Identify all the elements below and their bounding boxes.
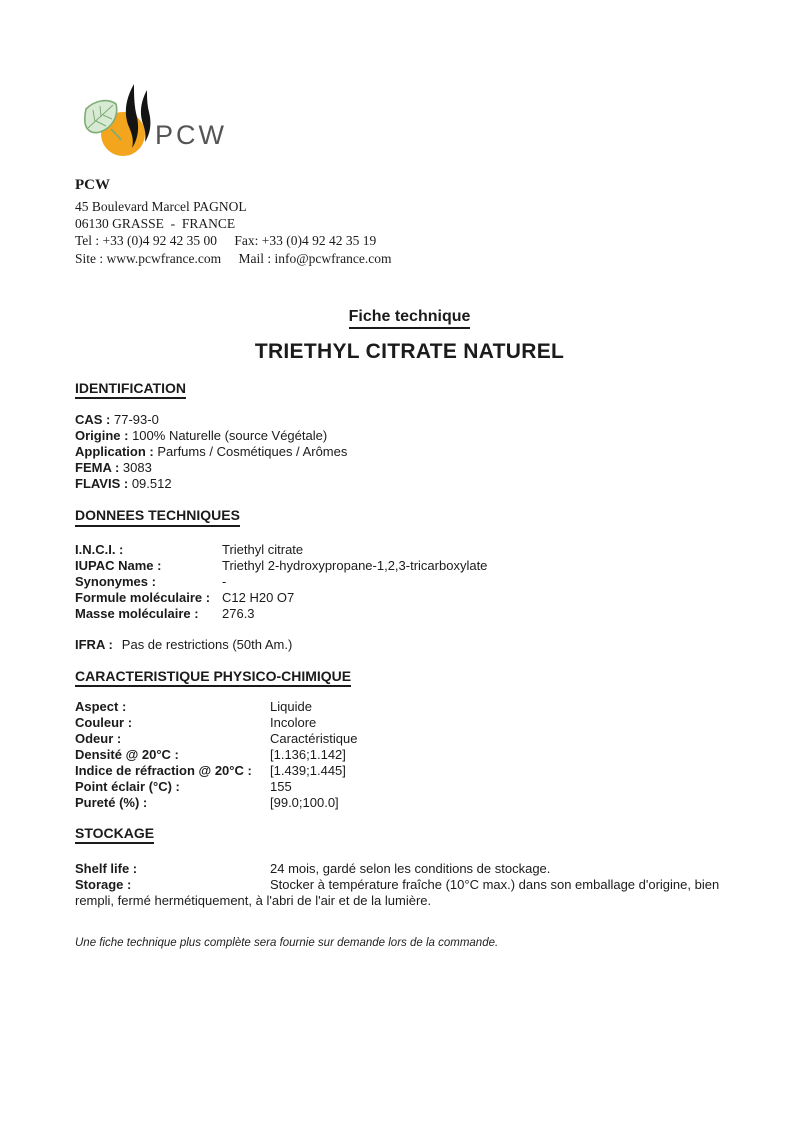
field-value: - xyxy=(222,573,227,589)
field-value: 09.512 xyxy=(131,476,172,492)
field-value: Parfums / Cosmétiques / Arômes xyxy=(157,444,348,460)
field-value: [1.439;1.445] xyxy=(270,762,346,778)
section-heading-text: CARACTERISTIQUE PHYSICO-CHIMIQUE xyxy=(75,668,351,687)
field-row xyxy=(75,715,744,731)
field-row xyxy=(75,558,744,574)
section-physico-chimique xyxy=(75,668,744,811)
field-value: Caractéristique xyxy=(270,730,358,746)
field-row xyxy=(75,542,744,558)
field-row xyxy=(75,428,744,444)
field-row xyxy=(75,779,744,795)
section-heading-text: STOCKAGE xyxy=(75,825,154,844)
section-heading xyxy=(75,668,744,687)
field-value: 24 mois, gardé selon les conditions de stockage. xyxy=(270,860,551,876)
field-label: Shelf life : xyxy=(75,860,138,876)
field-label: Densité @ 20°C : xyxy=(75,746,179,762)
mail-text: Mail : info@pcwfrance.com xyxy=(238,250,392,266)
field-label: Indice de réfraction @ 20°C : xyxy=(75,762,252,778)
section-stockage xyxy=(75,825,744,909)
letterhead xyxy=(75,0,744,267)
field-value: Pas de restrictions (50th Am.) xyxy=(121,636,293,652)
address-line-2: 06130 GRASSE - FRANCE xyxy=(75,215,236,231)
field-row xyxy=(75,747,744,763)
section-heading xyxy=(75,825,744,844)
field-label: FEMA : xyxy=(75,460,120,476)
field-label: Point éclair (°C) : xyxy=(75,778,180,794)
field-row xyxy=(75,590,744,606)
field-row xyxy=(75,763,744,779)
web-line xyxy=(75,251,744,268)
field-label: I.N.C.I. : xyxy=(75,541,124,557)
field-label: Formule moléculaire : xyxy=(75,589,211,605)
field-row xyxy=(75,476,744,492)
field-row xyxy=(75,699,744,715)
pcw-logo xyxy=(75,82,744,177)
logo-brand-text: PCW xyxy=(155,120,225,150)
field-value: 155 xyxy=(270,778,292,794)
field-row xyxy=(75,877,744,909)
section-heading xyxy=(75,507,744,526)
field-label: Aspect : xyxy=(75,698,127,714)
field-row xyxy=(75,460,744,476)
section-heading-text: DONNEES TECHNIQUES xyxy=(75,507,240,526)
field-row xyxy=(75,795,744,811)
doc-type-title xyxy=(75,308,744,329)
field-value: Liquide xyxy=(270,698,312,714)
ifra-row xyxy=(75,637,744,653)
footnote: Une fiche technique plus complète sera fournie sur demande lors de la commande. xyxy=(75,936,499,949)
field-row xyxy=(75,861,744,877)
section-heading xyxy=(75,380,744,399)
field-row xyxy=(75,574,744,590)
address-line-1: 45 Boulevard Marcel PAGNOL xyxy=(75,199,247,214)
fax-text: Fax: +33 (0)4 92 42 35 19 xyxy=(234,233,377,248)
section-heading-text: IDENTIFICATION xyxy=(75,380,186,399)
field-row xyxy=(75,606,744,622)
field-value: 276.3 xyxy=(222,605,255,621)
field-value: [99.0;100.0] xyxy=(270,794,339,810)
company-address xyxy=(75,199,744,267)
field-label: Pureté (%) : xyxy=(75,794,148,810)
donnees-techniques-rows xyxy=(75,542,744,622)
product-title: TRIETHYL CITRATE NATUREL xyxy=(254,340,565,364)
field-value: 100% Naturelle (source Végétale) xyxy=(132,428,328,444)
field-label: Storage : xyxy=(75,876,132,892)
field-row xyxy=(75,731,744,747)
field-row xyxy=(75,412,744,428)
stockage-rows xyxy=(75,861,744,909)
field-label: IUPAC Name : xyxy=(75,557,162,573)
company-name: PCW xyxy=(75,177,110,193)
section-identification xyxy=(75,380,744,492)
field-value: 3083 xyxy=(122,460,152,476)
tel-text: Tel : +33 (0)4 92 42 35 00 xyxy=(75,233,218,248)
field-label: Origine : xyxy=(75,428,129,444)
section-donnees-techniques xyxy=(75,507,744,652)
physico-chimique-rows xyxy=(75,699,744,811)
field-value: Stocker à température fraîche (10°C max.) dans son emballage d'origine, bien rempli, fermé hermétiquement, à l'abri de l'air et de la lumière. xyxy=(75,876,720,908)
field-label: Synonymes : xyxy=(75,573,156,589)
field-value: Triethyl 2-hydroxypropane-1,2,3-tricarboxylate xyxy=(222,557,488,573)
field-label: Odeur : xyxy=(75,730,122,746)
field-value: 77-93-0 xyxy=(114,412,159,428)
field-value: C12 H20 O7 xyxy=(222,589,295,605)
identification-rows xyxy=(75,412,744,492)
field-value: Triethyl citrate xyxy=(222,541,304,557)
field-row xyxy=(75,444,744,460)
doc-type-text: Fiche technique xyxy=(349,308,471,329)
pcw-logo-graphic xyxy=(75,82,225,177)
field-label: Masse moléculaire : xyxy=(75,605,199,621)
field-value: [1.136;1.142] xyxy=(270,746,346,762)
site-text: Site : www.pcwfrance.com xyxy=(75,250,222,266)
phone-line xyxy=(75,233,744,250)
field-label: FLAVIS : xyxy=(75,476,129,492)
field-label: Application : xyxy=(75,444,154,460)
field-label: Couleur : xyxy=(75,714,133,730)
field-label: IFRA : xyxy=(75,636,113,652)
field-value: Incolore xyxy=(270,714,317,730)
field-label: CAS : xyxy=(75,412,111,428)
